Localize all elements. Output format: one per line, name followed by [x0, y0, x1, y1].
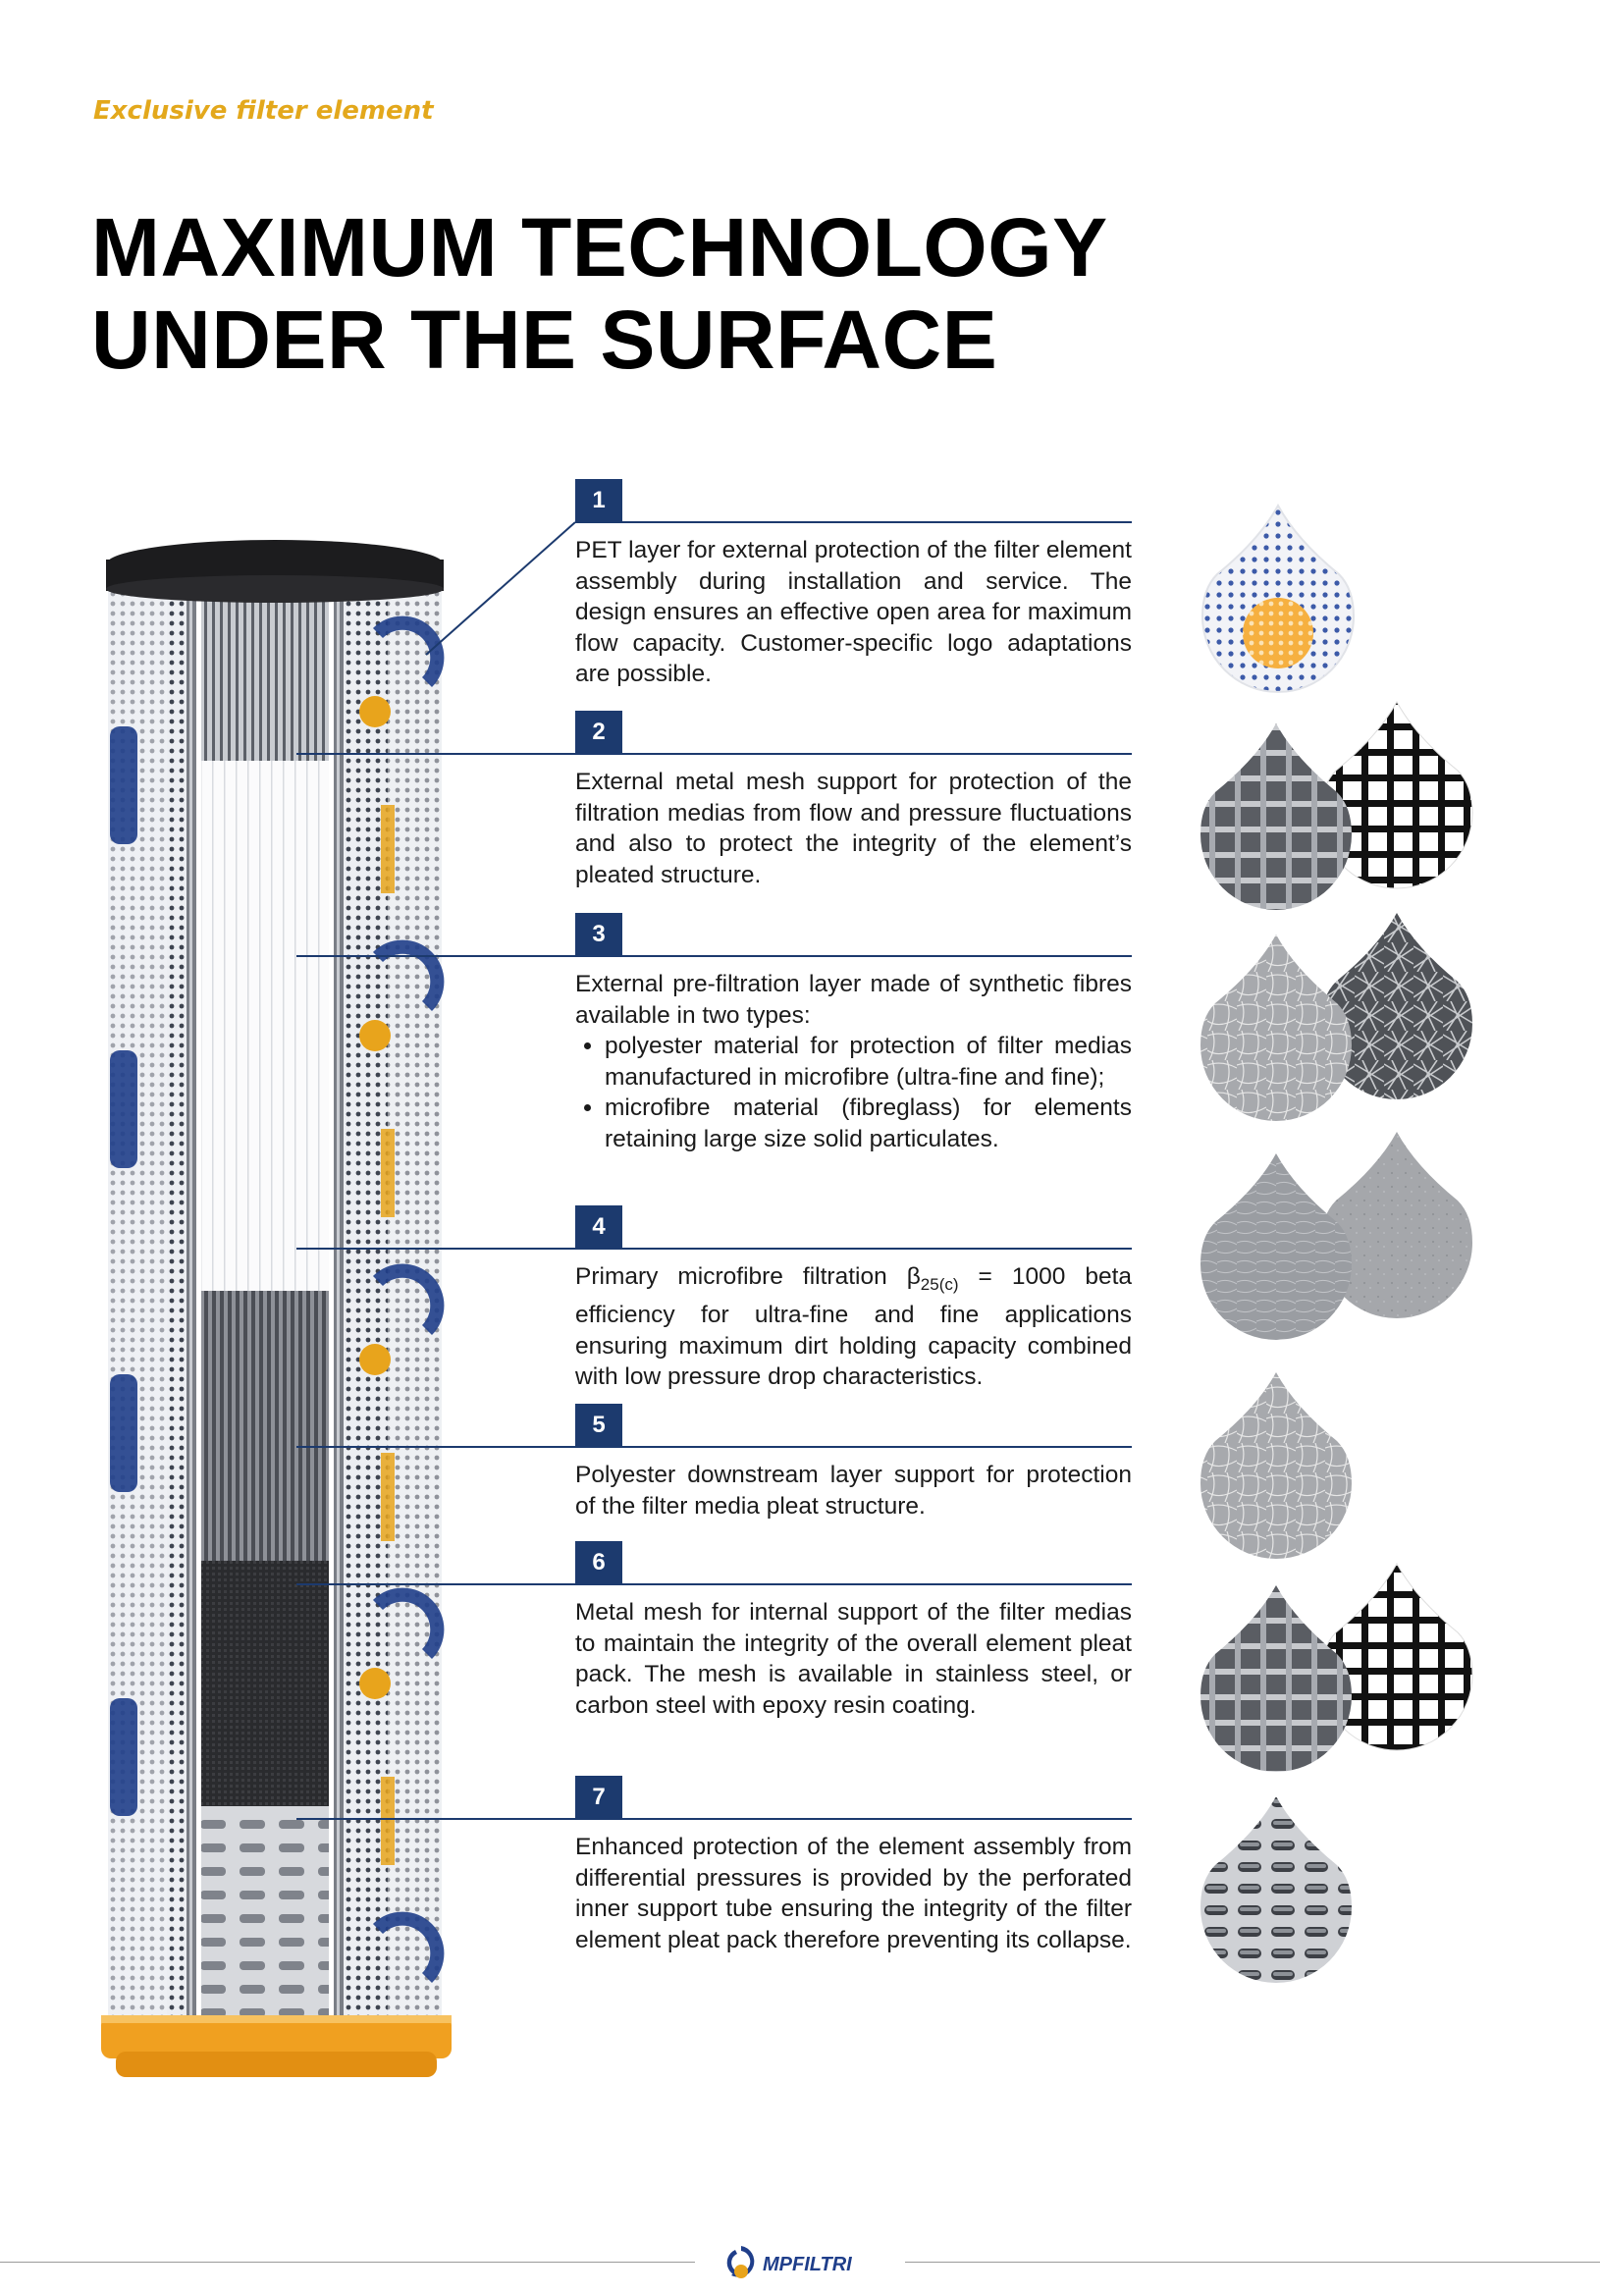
section-number-7: 7 [575, 1776, 622, 1819]
swatch-pre-filtration-layer [1200, 913, 1472, 1121]
footer-divider-left [0, 2262, 695, 2263]
section-number-4: 4 [575, 1205, 622, 1249]
swatch-external-metal-mesh [1200, 702, 1472, 910]
page-title-line-1: MAXIMUM TECHNOLOGY [91, 201, 1108, 294]
section-3-intro: External pre-filtration layer made of synthetic fibres available in two types: [575, 971, 1132, 1029]
section-text-6: Metal mesh for internal support of the filter medias to maintain the integrity of the overall element pleat pack. The mesh is available in stainless steel, or carbon steel with epoxy resin coating. [575, 1599, 1132, 1719]
section-text-2: External metal mesh support for protection of the filtration medias from flow and pressure fluctuations and also to protect the integrity of the element’s pleated structure. [575, 769, 1132, 888]
section-4-text-start: Primary microfibre filtration β [575, 1263, 921, 1290]
filter-cylinder [101, 540, 452, 2077]
swatch-pet-layer [1202, 506, 1354, 692]
section-3-bullet-list [575, 1031, 1132, 1154]
swatch-internal-metal-mesh [1200, 1564, 1472, 1772]
section-number-6: 6 [575, 1541, 622, 1584]
section-number-1: 1 [575, 479, 622, 522]
section-number-5: 5 [575, 1404, 622, 1447]
swatch-perforated-inner-tube [1200, 1796, 1352, 1983]
beta-subscript: 25(c) [920, 1274, 959, 1294]
mpfiltri-logo [721, 2242, 879, 2285]
footer-divider-right [905, 2262, 1600, 2263]
section-3-bullet-1: • polyester material for protection of filter medias manufactured in microfibre (ultra-fine and fine); [605, 1031, 1132, 1093]
section-text-3 [575, 969, 1132, 1154]
section-text-4 [575, 1261, 1132, 1393]
section-3-bullet-2: • microfibre material (fibreglass) for elements retaining large size solid particulates. [605, 1093, 1132, 1154]
section-number-3: 3 [575, 913, 622, 956]
swatch-polyester-downstream [1200, 1372, 1352, 1559]
logo-wordmark: MPFILTRI [763, 2254, 852, 2275]
section-text-1: PET layer for external protection of the filter element assembly during installation and service. The design ensures an effective open area for maximum flow capacity. Customer-specific logo adaptations are possible. [575, 537, 1132, 687]
section-number-2: 2 [575, 711, 622, 754]
section-text-7: Enhanced protection of the element assembly from differential pressures is provided by the perforated inner support tube ensuring the integrity of the filter element pleat pack therefore preventing its collapse. [575, 1834, 1132, 1953]
section-4-text-end: = 1000 beta efficiency for ultra-fine and fine applications ensuring maximum dirt holding capacity combined with low pressure drop characteristics. [575, 1263, 1133, 1391]
section-text-5: Polyester downstream layer support for protection of the filter media pleat structure. [575, 1462, 1132, 1520]
section-kicker: Exclusive filter element [93, 96, 434, 126]
page-title-line-2: UNDER THE SURFACE [91, 294, 998, 386]
swatch-primary-microfibre [1200, 1132, 1472, 1340]
